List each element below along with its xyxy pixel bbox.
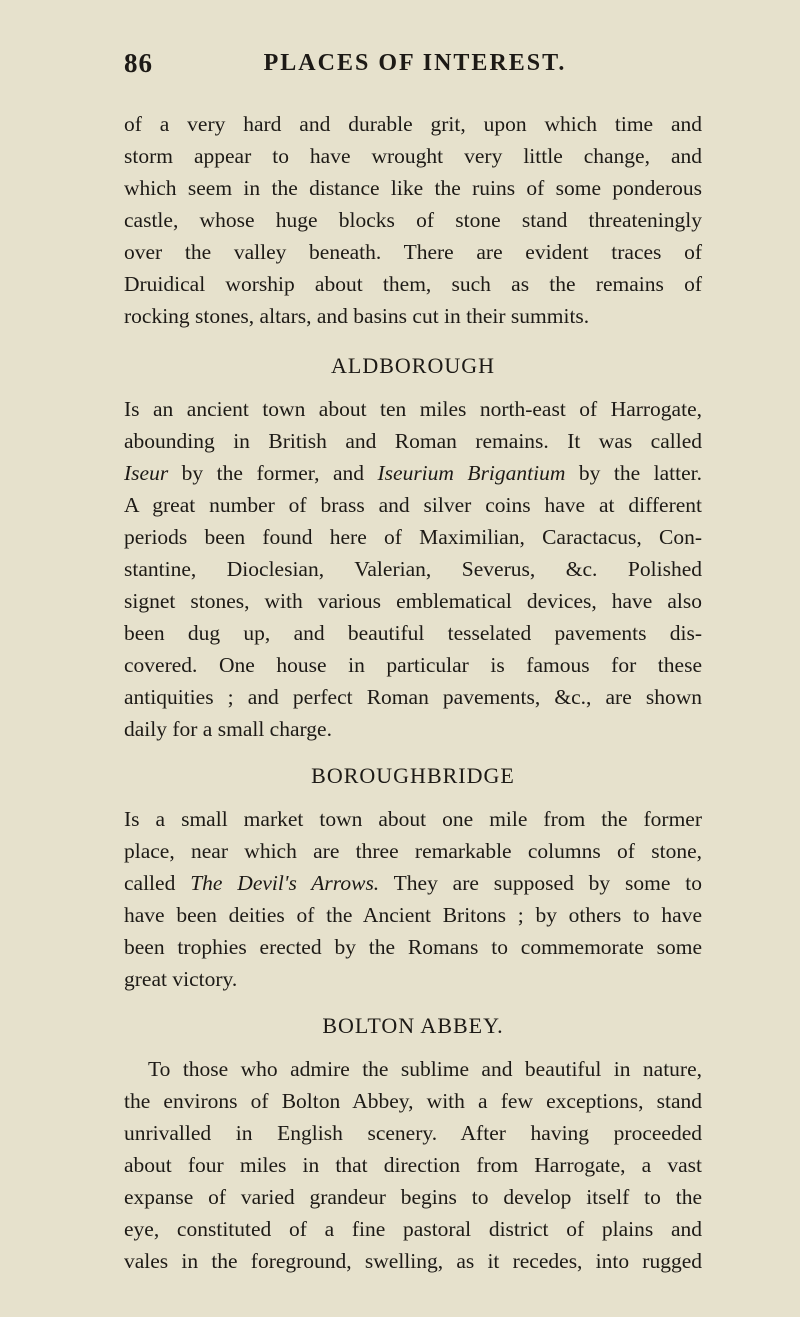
text-line: Is an ancient town about ten miles north-east of Harrogate, xyxy=(124,397,702,421)
text-line: A great number of brass and silver coins have at different xyxy=(124,493,702,517)
text-line: about four miles in that direction from Harrogate, a vast xyxy=(124,1153,702,1177)
text-line: over the valley beneath. There are evident traces of xyxy=(124,240,702,264)
text-line: which seem in the distance like the ruins of some ponderous xyxy=(124,176,702,200)
text-line: covered. One house in particular is famous for these xyxy=(124,653,702,677)
text-line: antiquities ; and perfect Roman pavements, &c., are shown xyxy=(124,685,702,709)
text-line: unrivalled in English scenery. After having proceeded xyxy=(124,1121,702,1145)
text-line: storm appear to have wrought very little change, and xyxy=(124,144,702,168)
text-line: vales in the foreground, swelling, as it recedes, into rugged xyxy=(124,1249,702,1273)
text-line: signet stones, with various emblematical devices, have also xyxy=(124,589,702,613)
text-line: Druidical worship about them, such as the remains of xyxy=(124,272,702,296)
text-line-mixed xyxy=(124,867,702,899)
text-line: great victory. xyxy=(124,967,238,991)
text-fragment: by the former, and xyxy=(168,461,378,485)
text-fragment: They are supposed by some to xyxy=(379,871,702,895)
italic-name: Iseurium Brigantium xyxy=(377,461,566,485)
section-heading-boroughbridge: BOROUGHBRIDGE xyxy=(311,763,515,788)
text-line-mixed xyxy=(124,457,702,489)
text-line: castle, whose huge blocks of stone stand threateningly xyxy=(124,208,702,232)
text-line: eye, constituted of a fine pastoral district of plains and xyxy=(124,1217,702,1241)
text-line: have been deities of the Ancient Britons ; by others to have xyxy=(124,903,702,927)
text-fragment: by the latter. xyxy=(565,461,703,485)
text-line: periods been found here of Maximilian, Caractacus, Con- xyxy=(124,525,702,549)
text-line: been dug up, and beautiful tesselated pavements dis- xyxy=(124,621,702,645)
text-line: daily for a small charge. xyxy=(124,717,332,741)
text-line: been trophies erected by the Romans to commemorate some xyxy=(124,935,702,959)
text-line: expanse of varied grandeur begins to develop itself to the xyxy=(124,1185,702,1209)
text-line: To those who admire the sublime and beautiful in nature, xyxy=(148,1057,702,1081)
text-line: stantine, Dioclesian, Valerian, Severus, &c. Polished xyxy=(124,557,702,581)
text-line: abounding in British and Roman remains. It was called xyxy=(124,429,702,453)
body-text xyxy=(124,108,702,1277)
text-fragment: called xyxy=(124,871,191,895)
italic-name: The Devil's Arrows. xyxy=(190,871,380,895)
running-title: PLACES OF INTEREST. xyxy=(263,50,567,76)
section-heading-bolton-abbey: BOLTON ABBEY. xyxy=(322,1013,504,1038)
text-line: place, near which are three remarkable columns of stone, xyxy=(124,839,702,863)
text-line: of a very hard and durable grit, upon which time and xyxy=(124,112,702,136)
italic-name: Iseur xyxy=(124,461,169,485)
text-line: rocking stones, altars, and basins cut in their summits. xyxy=(124,304,590,328)
section-heading-aldborough: ALDBOROUGH xyxy=(331,353,495,378)
running-head xyxy=(124,48,706,80)
page-number: 86 xyxy=(124,48,153,78)
text-line: the environs of Bolton Abbey, with a few exceptions, stand xyxy=(124,1089,702,1113)
text-line: Is a small market town about one mile from the former xyxy=(124,807,702,831)
